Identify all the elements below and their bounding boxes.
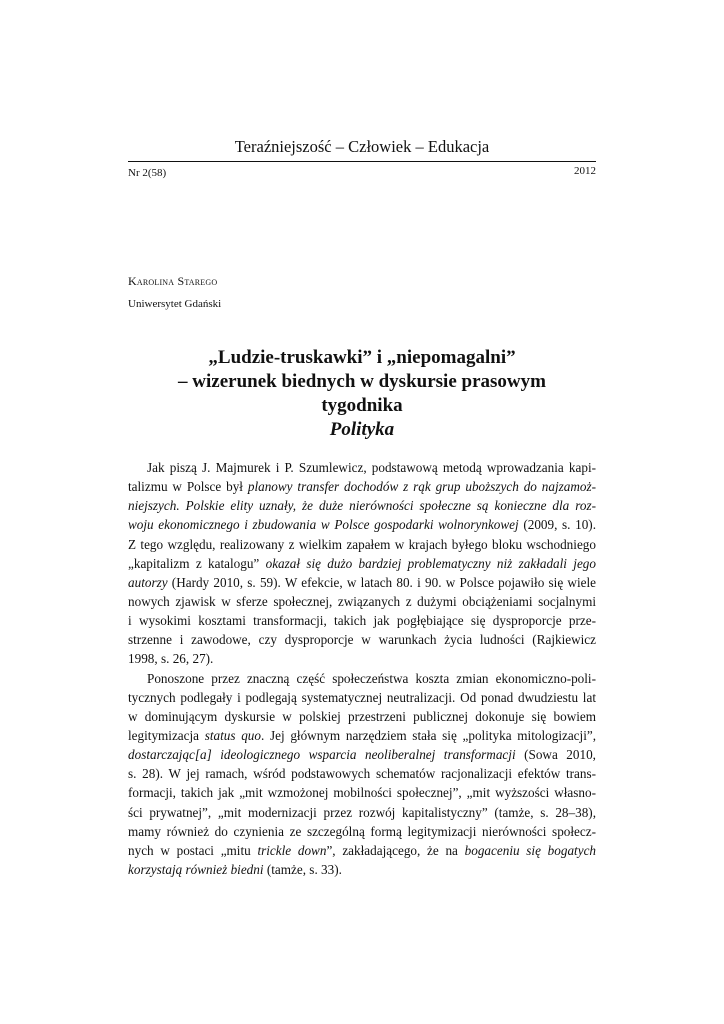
body-line <box>128 745 596 764</box>
body-text-italic: planowy transfer dochodów z rąk grup uboższych do najzamoż- <box>247 479 596 495</box>
body-line <box>128 477 596 496</box>
body-text-segment: tycznych podlegały i podlegają systematycznej neutralizacji. Od ponad dwudziestu lat <box>128 689 596 705</box>
body-text-segment: (tamże, s. 33). <box>263 861 342 877</box>
body-text-segment: talizmu w Polsce był <box>128 479 248 495</box>
body-text-italic: autorzy <box>128 574 168 590</box>
body-text-segment: ści prywatnej”, „mit modernizacji przez rozwój kapitalistyczny” (tamże, s. 28–38), <box>128 804 596 820</box>
body-text-italic: okazał się dużo bardziej problematyczny niż zakładali jego <box>265 555 596 571</box>
body-text-italic: status quo <box>204 727 261 743</box>
issue-year: 2012 <box>574 165 596 177</box>
body-line <box>128 515 596 534</box>
body-line <box>128 573 596 592</box>
body-line <box>128 822 596 841</box>
body-line <box>128 841 596 860</box>
author-affiliation: Uniwersytet Gdański <box>128 298 222 310</box>
body-text-italic: korzystają również biedni <box>128 861 264 877</box>
body-text-segment: strzenne i zawodowe, czy dysproporcje w warunkach życia ludności (Rajkiewicz <box>128 632 596 648</box>
body-line <box>128 630 596 649</box>
body-text-segment: (2009, s. 10). <box>518 517 596 533</box>
body-line <box>128 783 596 802</box>
body-text-segment: Ponoszone przez znaczną część społeczeństwa koszta zmian ekonomiczno-poli- <box>147 670 596 686</box>
body-text-segment: (Hardy 2010, s. 59). W efekcie, w latach 80. i 90. w Polsce pojawiło się wiele <box>167 574 596 590</box>
body-text-segment: w dominującym dyskursie w polskiej przestrzeni publicznej dokonuje się bowiem <box>128 708 596 724</box>
body-text-segment: Z tego względu, realizowany z wielkim zapałem w krajach byłego bloku wschodniego <box>128 536 596 552</box>
body-text-segment: s. 28). W jej ramach, wśród podstawowych schematów racjonalizacji efektów trans- <box>128 766 596 782</box>
body-text-italic: woju ekonomicznego i zbudowania w Polsce gospodarki wolnorynkowej <box>128 517 519 533</box>
body-text-segment: mamy również do czynienia ze szczególną formą legitymizacji nierówności społecz- <box>128 823 596 839</box>
body-text-segment: i wysokimi kosztami transformacji, takich jak pogłębiające się dysproporcje prze- <box>128 613 596 629</box>
article-title-line-3 <box>128 394 596 442</box>
body-line <box>128 649 596 668</box>
body-line <box>128 803 596 822</box>
body-line <box>128 496 596 515</box>
body-text-segment: (Sowa 2010, <box>515 747 596 763</box>
journal-title: Teraźniejszość – Człowiek – Edukacja <box>234 137 490 156</box>
body-line <box>128 764 596 783</box>
author-name: Karolina Starego <box>128 274 218 288</box>
article-title <box>128 346 596 442</box>
body-line <box>128 611 596 630</box>
body-text-segment: legitymizacja <box>128 727 205 743</box>
body-line <box>128 860 596 879</box>
body-line <box>128 688 596 707</box>
body-line <box>128 726 596 745</box>
body-line <box>128 592 596 611</box>
body-text-segment: ”, zakładającego, że na <box>326 842 465 858</box>
article-title-line-1: „Ludzie-truskawki” i „niepomagalni” <box>208 347 516 368</box>
article-title-line-3-prefix: tygodnika <box>321 395 403 416</box>
body-text-segment: 1998, s. 26, 27). <box>128 651 214 667</box>
body-line <box>128 669 596 688</box>
body-line <box>128 535 596 554</box>
body-text-segment: nych w postaci „mitu <box>128 842 258 858</box>
header-rule <box>128 161 596 162</box>
body-text-segment: „kapitalizm z katalogu” <box>128 555 266 571</box>
body-text-italic: niejszych. Polskie elity uznały, że duże nierówności społeczne są konieczne dla roz- <box>128 498 596 514</box>
article-title-line-2: – wizerunek biednych w dyskursie prasowym <box>178 371 546 392</box>
article-title-journal-name: Polityka <box>329 419 395 440</box>
body-text-segment: formacji, takich jak „mit wzmożonej mobilności społecznej”, „mit wyższości własno- <box>128 785 596 801</box>
body-text-segment: Jak piszą J. Majmurek i P. Szumlewicz, podstawową metodą wprowadzania kapi- <box>147 460 596 475</box>
body-line <box>128 707 596 726</box>
body-text-segment: nowych zjawisk w sferze społecznej, związanych z dużymi obciążeniami socjalnymi <box>128 593 596 609</box>
body-text-segment: . Jej głównym narzędziem stała się „polityka mitologizacji”, <box>261 727 597 743</box>
body-text-italic: trickle down <box>257 842 327 858</box>
body-line <box>128 554 596 573</box>
body-text-italic: dostarczając[a] ideologicznego wsparcia neoliberalnej transformacji <box>128 747 516 763</box>
body-text-italic: bogaceniu się bogatych <box>464 842 597 858</box>
article-body <box>128 458 596 879</box>
issue-number: Nr 2(58) <box>128 167 167 179</box>
body-line <box>128 458 596 477</box>
